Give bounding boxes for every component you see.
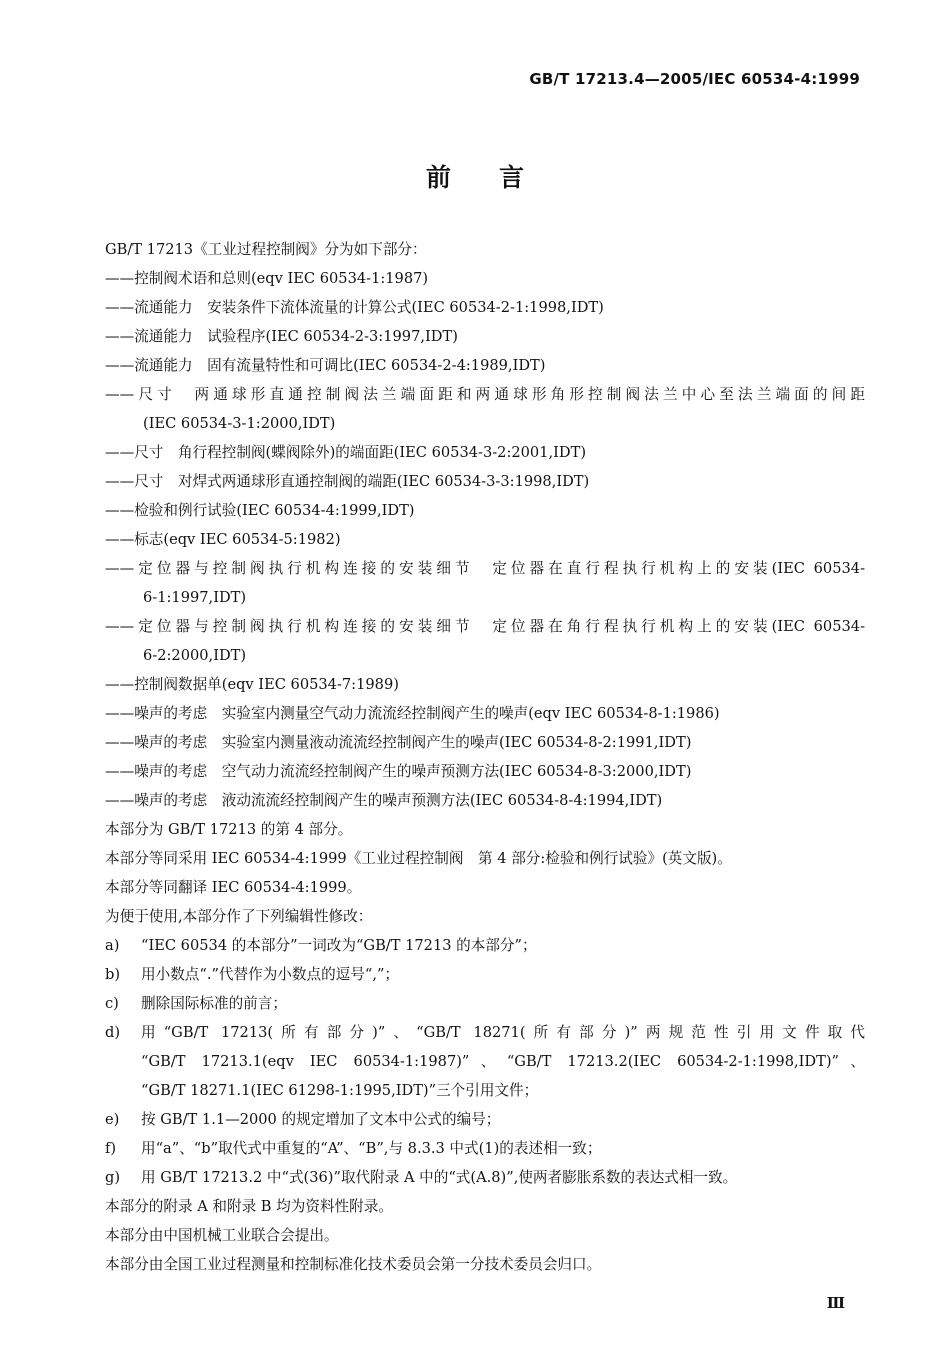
parts-list [105,264,865,815]
edit-item-label: c) [105,995,119,1012]
edit-item [105,1047,865,1076]
edit-item [105,931,865,960]
part-item: ——尺寸 对焊式两通球形直通控制阀的端距(IEC 60534-3-3:1998,IDT) [105,473,590,490]
edit-item-text: 删除国际标准的前言； [141,995,287,1012]
edit-item-text: “GB/T 18271.1(IEC 61298-1:1995,IDT)”三个引用文件； [141,1082,539,1099]
edit-item [105,1076,865,1105]
edit-item-text: “GB/T 17213.1(eqv IEC 60534-1:1987)”、“GB/T 17213.2(IEC 60534-2-1:1998,IDT)”、 [141,1053,865,1070]
part-item: ——噪声的考虑 实验室内测量液动流流经控制阀产生的噪声(IEC 60534-8-2:1991,IDT) [105,734,692,751]
paragraph: 本部分由全国工业过程测量和控制标准化技术委员会第一分技术委员会归口。 [105,1256,602,1273]
page-number: Ⅲ [826,1294,845,1312]
part-item: ——流通能力 固有流量特性和可调比(IEC 60534-2-4:1989,IDT) [105,357,546,374]
part-item: ——尺寸 两通球形直通控制阀法兰端面距和两通球形角形控制阀法兰中心至法兰端面的间距 [105,386,865,403]
edit-item-text: 用“a”、“b”取代式中重复的“A”、“B”,与 8.3.3 中式(1)的表述相一致； [141,1140,602,1157]
part-item: ——流通能力 安装条件下流体流量的计算公式(IEC 60534-2-1:1998,IDT) [105,299,604,316]
edit-item [105,1134,865,1163]
edit-item-label [105,1047,141,1076]
edit-item-label: b) [105,966,121,983]
paragraph: 为便于使用,本部分作了下列编辑性修改： [105,908,373,925]
paragraph: 本部分的附录 A 和附录 B 均为资料性附录。 [105,1198,393,1215]
paragraph: 本部分等同采用 IEC 60534-4:1999《工业过程控制阀 第 4 部分:检验和例行试验》(英文版)。 [105,850,732,867]
part-item: ——定位器与控制阀执行机构连接的安装细节 定位器在角行程执行机构上的安装(IEC 60534- [105,618,865,635]
part-item: ——控制阀数据单(eqv IEC 60534-7:1989) [105,676,399,693]
part-item: ——标志(eqv IEC 60534-5:1982) [105,531,341,548]
part-item: ——控制阀术语和总则(eqv IEC 60534-1:1987) [105,270,429,287]
edit-item [105,1163,865,1192]
part-item: ——噪声的考虑 液动流流经控制阀产生的噪声预测方法(IEC 60534-8-4:1994,IDT) [105,792,663,809]
edit-item [105,989,865,1018]
part-item: ——检验和例行试验(IEC 60534-4:1999,IDT) [105,502,415,519]
edit-item-text: 按 GB/T 1.1—2000 的规定增加了文本中公式的编号； [141,1111,501,1128]
part-item-continuation: (IEC 60534-3-1:2000,IDT) [143,415,336,432]
page-title: 前言 [425,163,572,192]
edits-list [105,931,865,1192]
paragraph: 本部分为 GB/T 17213 的第 4 部分。 [105,821,353,838]
part-item: ——噪声的考虑 实验室内测量空气动力流流经控制阀产生的噪声(eqv IEC 60534-8-1:1986) [105,705,720,722]
edit-item-label: e) [105,1111,120,1128]
edit-item-label: a) [105,937,120,954]
edit-item [105,1018,865,1047]
foreword-body [105,235,865,1279]
part-item-continuation: 6-2:2000,IDT) [143,647,247,664]
edit-item [105,960,865,989]
paragraph-group-1 [105,815,865,931]
edit-item-label: f) [105,1140,117,1157]
edit-item-text: 用 GB/T 17213.2 中“式(36)”取代附录 A 中的“式(A.8)”,使两者膨胀系数的表达式相一致。 [141,1169,738,1186]
part-item: ——噪声的考虑 空气动力流流经控制阀产生的噪声预测方法(IEC 60534-8-3:2000,IDT) [105,763,692,780]
part-item: ——定位器与控制阀执行机构连接的安装细节 定位器在直行程执行机构上的安装(IEC 60534- [105,560,865,577]
edit-item [105,1105,865,1134]
edit-item-label [105,1076,141,1105]
paragraph-group-2 [105,1192,865,1279]
part-item-continuation: 6-1:1997,IDT) [143,589,247,606]
paragraph: 本部分由中国机械工业联合会提出。 [105,1227,339,1244]
edit-item-text: 用“GB/T 17213(所有部分)”、“GB/T 18271(所有部分)”两规范性引用文件取代 [141,1024,865,1041]
paragraph: 本部分等同翻译 IEC 60534-4:1999。 [105,879,362,896]
edit-item-label: g) [105,1169,121,1186]
edit-item-text: “IEC 60534 的本部分”一词改为“GB/T 17213 的本部分”； [141,937,537,954]
edit-item-text: 用小数点“.”代替作为小数点的逗号“,”； [141,966,400,983]
part-item: ——尺寸 角行程控制阀(蝶阀除外)的端面距(IEC 60534-3-2:2001,IDT) [105,444,587,461]
edit-item-label: d) [105,1024,121,1041]
intro-paragraph: GB/T 17213《工业过程控制阀》分为如下部分： [105,241,427,258]
standard-code-header: GB/T 17213.4—2005/IEC 60534-4:1999 [529,70,860,88]
part-item: ——流通能力 试验程序(IEC 60534-2-3:1997,IDT) [105,328,458,345]
